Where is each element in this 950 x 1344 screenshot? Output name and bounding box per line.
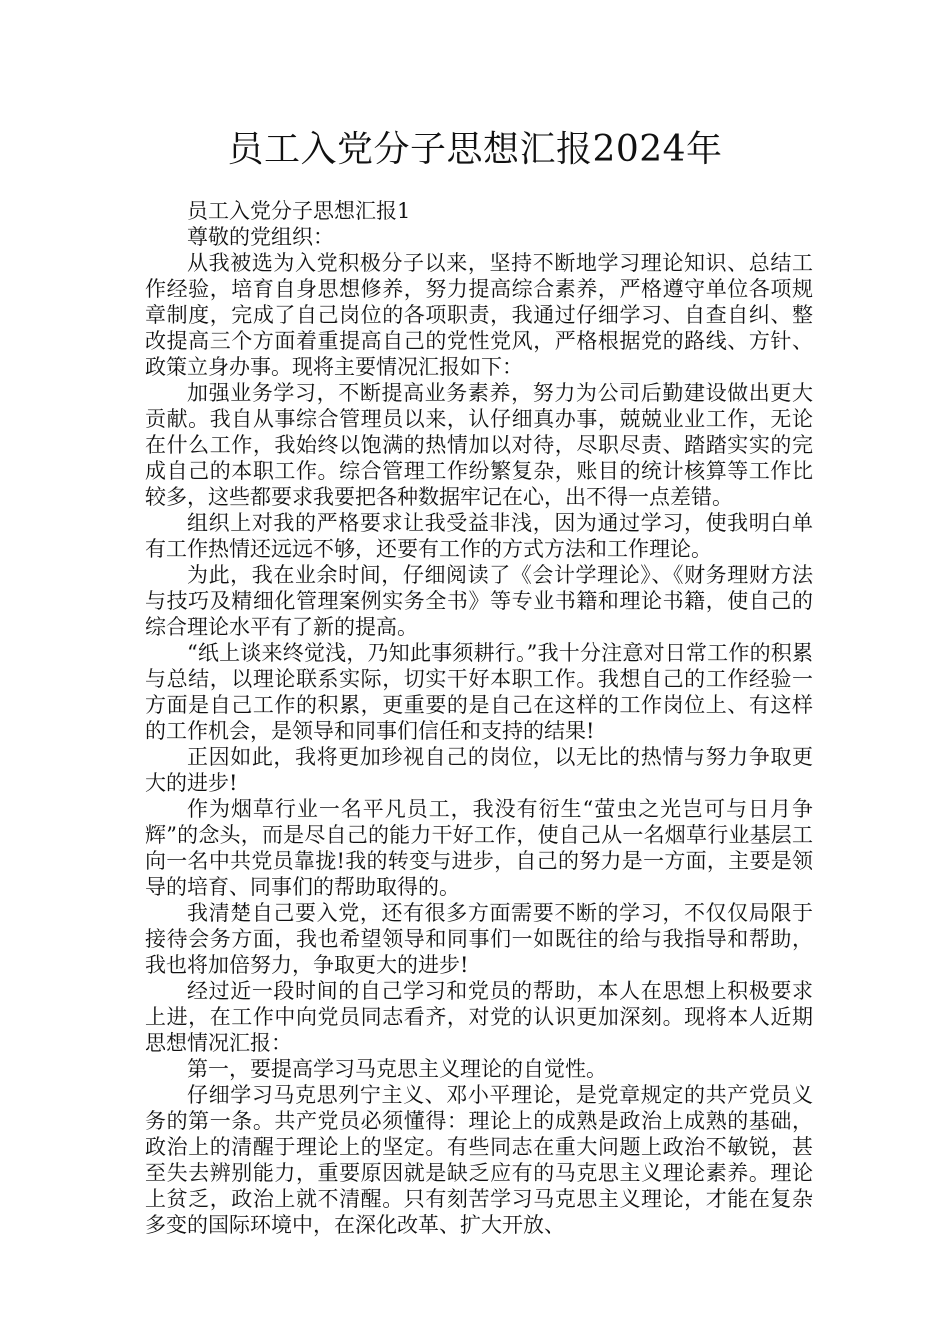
paragraph: 尊敬的党组织：: [187, 225, 334, 249]
paragraph: 正因如此，我将更加珍视自己的岗位，以无比的热情与努力争取更大的进步!: [145, 745, 813, 795]
paragraph: “纸上谈来终觉浅，乃知此事须耕行。”我十分注意对日常工作的积累与总结，以理论联系实际，切实干好本职工作。我想自己的工作经验一方面是自己工作的积累，更重要的是自己在这样的工作岗位上、有这样的工作机会，是领导和同事们信任和支持的结果!: [145, 641, 813, 743]
paragraph: 从我被选为入党积极分子以来，坚持不断地学习理论知识、总结工作经验，培育自身思想修养，努力提高综合素养，严格遵守单位各项规章制度，完成了自己岗位的各项职责，我通过仔细学习、自查自纠、整改提高三个方面着重提高自己的党性党风，严格根据党的路线、方针、政策立身办事。现将主要情况汇报如下：: [145, 251, 813, 379]
paragraph: 组织上对我的严格要求让我受益非浅，因为通过学习，使我明白单有工作热情还远远不够，还要有工作的方式方法和工作理论。: [145, 511, 813, 561]
paragraph: 为此，我在业余时间，仔细阅读了《会计学理论》、《财务理财方法与技巧及精细化管理案例实务全书》等专业书籍和理论书籍，使自己的综合理论水平有了新的提高。: [145, 563, 813, 639]
paragraph: 仔细学习马克思列宁主义、邓小平理论，是党章规定的共产党员义务的第一条。共产党员必须懂得：理论上的成熟是政治上成熟的基础，政治上的清醒于理论上的坚定。有些同志在重大问题上政治不敏锐，甚至失去辨别能力，重要原因就是缺乏应有的马克思主义理论素养。理论上贫乏，政治上就不清醒。只有刻苦学习马克思主义理论，才能在复杂多变的国际环境中，在深化改革、扩大开放、: [145, 1083, 813, 1237]
document-body: [145, 198, 813, 1238]
paragraph: 作为烟草行业一名平凡员工，我没有衍生“萤虫之光岂可与日月争辉”的念头，而是尽自己的能力干好工作，使自己从一名烟草行业基层工向一名中共党员靠拢!我的转变与进步，自己的努力是一方面，主要是领导的培育、同事们的帮助取得的。: [145, 797, 813, 899]
paragraph: 我清楚自己要入党，还有很多方面需要不断的学习，不仅仅局限于接待会务方面，我也希望领导和同事们一如既往的给与我指导和帮助，我也将加倍努力，争取更大的进步!: [145, 901, 813, 977]
paragraph: 员工入党分子思想汇报1: [187, 199, 411, 223]
paragraph: 经过近一段时间的自己学习和党员的帮助，本人在思想上积极要求上进，在工作中向党员同志看齐，对党的认识更加深刻。现将本人近期思想情况汇报：: [145, 979, 813, 1055]
paragraph: 第一，要提高学习马克思主义理论的自觉性。: [187, 1057, 607, 1081]
document-title: 员工入党分子思想汇报2024年: [227, 129, 723, 170]
paragraph: 加强业务学习，不断提高业务素养，努力为公司后勤建设做出更大贡献。我自从事综合管理员以来，认仔细真办事，兢兢业业工作，无论在什么工作，我始终以饱满的热情加以对待，尽职尽责、踏踏实实的完成自己的本职工作。综合管理工作纷繁复杂，账目的统计核算等工作比较多，这些都要求我要把各种数据牢记在心，出不得一点差错。: [145, 381, 813, 509]
